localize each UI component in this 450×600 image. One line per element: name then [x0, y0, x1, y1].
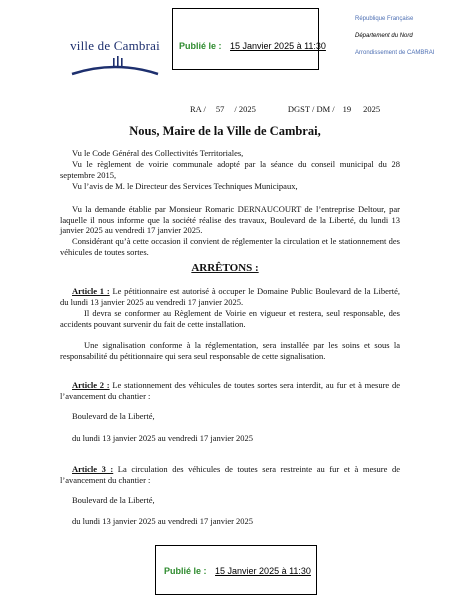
logo-graphic	[70, 52, 160, 78]
article-2-dates: du lundi 13 janvier 2025 au vendredi 17 janvier 2025	[72, 433, 254, 443]
vu-reglement: Vu le règlement de voirie communale adopté par la séance du conseil municipal du 28 septembre 2015,	[60, 159, 400, 180]
ref-dnum: 19	[342, 104, 352, 114]
ref-dyear: 2025	[363, 104, 381, 114]
article-3-label: Article 3 :	[72, 464, 114, 474]
city-logo	[70, 38, 160, 78]
administrative-header	[355, 16, 447, 66]
arretons-heading: ARRÊTONS :	[191, 262, 259, 274]
republic-line: République Française	[355, 16, 414, 22]
article-1-signalisation: Une signalisation conforme à la réglementation, sera installée par les soins et sous la responsabilité du pétitionnaire qui sera seul responsable de cette signalisation.	[60, 340, 400, 361]
article-3	[60, 464, 400, 485]
footer-stamp-label: Publié le :	[164, 566, 207, 576]
article-1	[60, 286, 400, 307]
considerant: Considérant qu’à cette occasion il convient de réglementer la circulation et le stationnement des véhicules de toutes sortes.	[60, 236, 400, 257]
footer-stamp-date: 15 Janvier 2025 à 11:30	[215, 566, 311, 576]
article-2-text: Le stationnement des véhicules de toutes sortes sera interdit, au fur et à mesure de l’avancement du chantier :	[60, 380, 400, 401]
department-line: Département du Nord	[355, 32, 413, 39]
ref-dgst: DGST / DM /	[287, 104, 335, 114]
publication-stamp-top	[172, 8, 326, 70]
ref-year: / 2025	[234, 104, 256, 114]
publication-stamp-bottom	[155, 545, 317, 595]
vu-demande: Vu la demande établie par Monsieur Romaric DERNAUCOURT de l’entreprise Deltour, par laquelle il nous informe que la société réalise des travaux, Boulevard de la Liberté, du lundi 13 janvier 2025 au vendredi 17 janvier 2025.	[60, 204, 400, 235]
article-1-responsibility: Il devra se conformer au Règlement de Voirie en vigueur et restera, seul responsable, des accidents pouvant survenir du fait de cette installation.	[60, 308, 400, 329]
stamp-date: 15 Janvier 2025 à 11:30	[230, 41, 326, 51]
article-3-dates: du lundi 13 janvier 2025 au vendredi 17 janvier 2025	[72, 516, 254, 526]
ref-ra: RA /	[190, 104, 206, 114]
article-2-place: Boulevard de la Liberté,	[72, 411, 155, 421]
logo-text: ville de Cambrai	[70, 38, 160, 53]
reference-line	[190, 104, 410, 114]
vu-cgct: Vu le Code Général des Collectivités Territoriales,	[72, 148, 244, 158]
ref-num: 57	[215, 104, 225, 114]
article-3-text: La circulation des véhicules de toutes sera restreinte au fur et à mesure de l’avancement du chantier :	[60, 464, 400, 485]
article-2-label: Article 2 :	[72, 380, 110, 390]
article-3-place: Boulevard de la Liberté,	[72, 495, 155, 505]
page-title: Nous, Maire de la Ville de Cambrai,	[129, 124, 321, 138]
article-2	[60, 380, 400, 401]
vu-avis: Vu l’avis de M. le Directeur des Services Techniques Municipaux,	[72, 181, 298, 191]
arrondissement-line: Arrondissement de CAMBRAI	[355, 49, 435, 56]
article-1-label: Article 1 :	[72, 286, 110, 296]
stamp-label: Publié le :	[179, 41, 222, 51]
article-1-text: Le pétitionnaire est autorisé à occuper le Domaine Public Boulevard de la Liberté, du lundi 13 janvier 2025 au vendredi 17 janvier 2025.	[60, 286, 400, 307]
